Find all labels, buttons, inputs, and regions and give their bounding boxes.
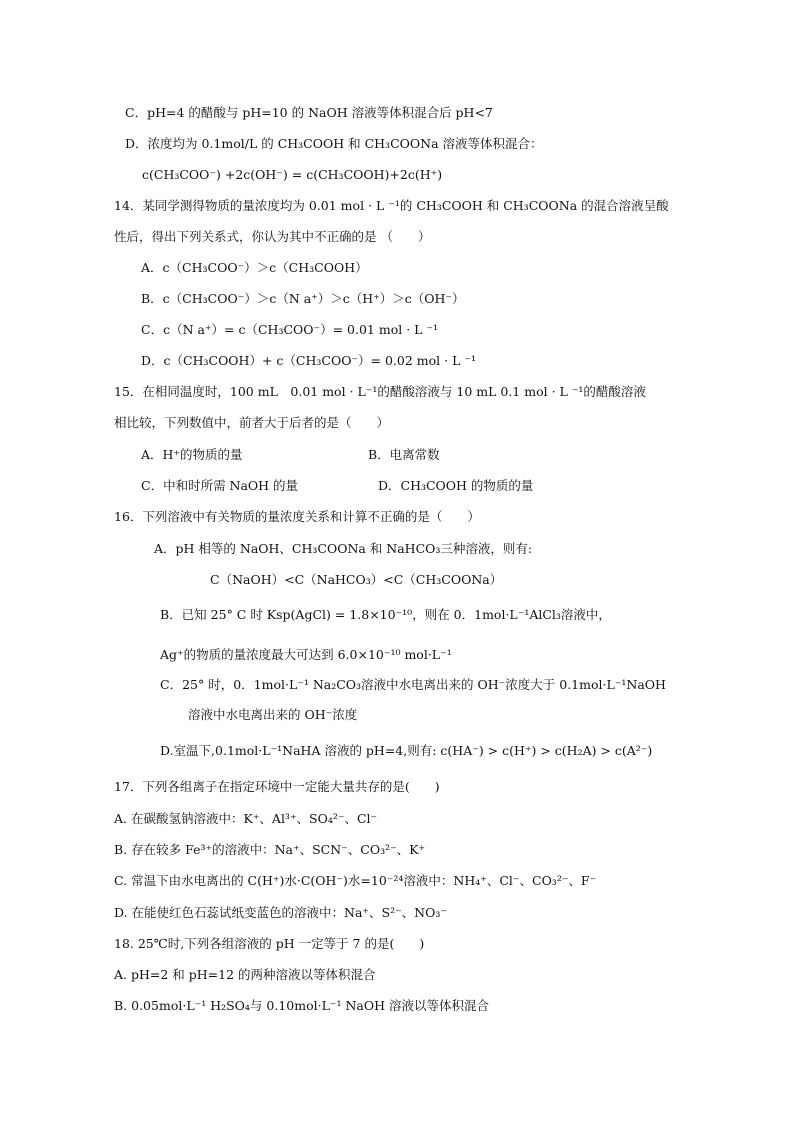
q18-option-a: A. pH=2 和 pH=12 的两种溶液以等体积混合 (114, 967, 376, 982)
q15-option-a: A．H⁺的物质的量 (141, 447, 243, 462)
q17-option-c: C. 常温下由水电离出的 C(H⁺)水·C(OH⁻)水=10⁻²⁴溶液中：NH₄⁺、Cl⁻、CO₃²⁻、F⁻ (114, 873, 597, 888)
q17-option-b: B. 存在较多 Fe³⁺的溶液中：Na⁺、SCN⁻、CO₃²⁻、K⁺ (114, 842, 426, 857)
q18-stem: 18. 25℃时,下列各组溶液的 pH 一定等于 7 的是( ) (114, 936, 425, 951)
q18-option-b: B. 0.05mol·L⁻¹ H₂SO₄与 0.10mol·L⁻¹ NaOH 溶液以等体积混合 (114, 998, 489, 1013)
q14-stem-line1: 14．某同学测得物质的量浓度均为 0.01 mol · L ⁻¹的 CH₃COOH 和 CH₃COONa 的混合溶液呈酸 (114, 198, 669, 213)
q15-option-b: B．电离常数 (368, 447, 440, 462)
q14-option-d: D．c（CH₃COOH）+ c（CH₃COO⁻）= 0.02 mol · L ⁻¹ (141, 353, 476, 368)
q16-stem: 16．下列溶液中有关物质的量浓度关系和计算不正确的是（ ） (114, 509, 480, 524)
q15-option-c: C．中和时所需 NaOH 的量 (141, 478, 299, 493)
q15-option-d: D．CH₃COOH 的物质的量 (378, 478, 534, 493)
q14-option-b: B．c（CH₃COO⁻）＞c（N a⁺）＞c（H⁺）＞c（OH⁻） (141, 291, 465, 306)
q16-option-a-line1: A．pH 相等的 NaOH、CH₃COONa 和 NaHCO₃三种溶液，则有: (154, 541, 533, 556)
q13-option-c: C．pH=4 的醋酸与 pH=10 的 NaOH 溶液等体积混合后 pH<7 (125, 105, 493, 120)
q13-option-d-intro: D．浓度均为 0.1mol/L 的 CH₃COOH 和 CH₃COONa 溶液等体积混合： (125, 136, 543, 151)
q17-option-a: A. 在碳酸氢钠溶液中：K⁺、Al³⁺、SO₄²⁻、Cl⁻ (114, 811, 378, 826)
q17-stem: 17．下列各组离子在指定环境中一定能大量共存的是( ) (114, 779, 440, 794)
q14-option-c: C．c（N a⁺）= c（CH₃COO⁻）= 0.01 mol · L ⁻¹ (141, 322, 439, 337)
q16-option-b-line1: B．已知 25° C 时 Ksp(AgCl) = 1.8×10⁻¹⁰，则在 0．1mol·L⁻¹AlCl₃溶液中， (160, 607, 611, 622)
q15-stem-line1: 15．在相同温度时，100 mL 0.01 mol · L⁻¹的醋酸溶液与 10 mL 0.1 mol · L ⁻¹的醋酸溶液 (114, 384, 646, 399)
q14-stem-line2: 性后，得出下列关系式，你认为其中不正确的是 （ ） (114, 229, 431, 244)
q16-option-d: D.室温下,0.1mol·L⁻¹NaHA 溶液的 pH=4,则有: c(HA⁻) > c(H⁺) > c(H₂A) > c(A²⁻) (160, 743, 653, 758)
q16-option-c-line1: C．25° 时，0．1mol·L⁻¹ Na₂CO₃溶液中水电离出来的 OH⁻浓度大于 0.1mol·L⁻¹NaOH (160, 677, 666, 692)
q17-option-d: D. 在能使红色石蕊试纸变蓝色的溶液中：Na⁺、S²⁻、NO₃⁻ (114, 905, 447, 920)
q14-option-a: A．c（CH₃COO⁻）＞c（CH₃COOH） (141, 260, 368, 275)
q16-option-c-line2: 溶液中水电离出来的 OH⁻浓度 (188, 707, 358, 722)
q16-option-b-line2: Ag⁺的物质的量浓度最大可达到 6.0×10⁻¹⁰ mol·L⁻¹ (160, 647, 452, 662)
q13-option-d-equation: c(CH₃COO⁻) +2c(OH⁻) = c(CH₃COOH)+2c(H⁺) (142, 167, 443, 182)
q16-option-a-line2: C（NaOH）<C（NaHCO₃）<C（CH₃COONa） (210, 572, 503, 587)
q15-stem-line2: 相比较，下列数值中，前者大于后者的是（ ） (114, 415, 390, 430)
